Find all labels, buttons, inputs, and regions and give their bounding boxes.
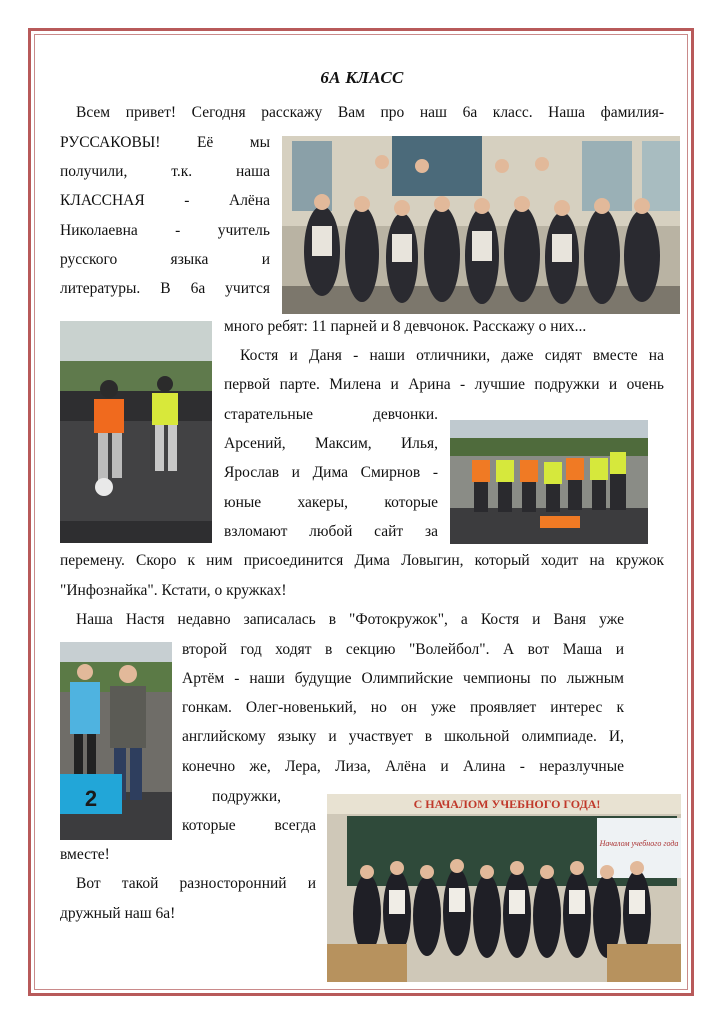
text-line: подружки, (212, 788, 281, 805)
banner-text: С НАЧАЛОМ УЧЕБНОГО ГОДА! (413, 797, 601, 811)
text-line: конечно же, Лера, Лиза, Алёна и Алина - неразлучные (182, 758, 624, 775)
podium-number: 2 (84, 786, 98, 811)
page-title: 6А КЛАСС (320, 68, 404, 87)
text-line: вместе! (60, 846, 110, 863)
text-line: Всем привет! Сегодня расскажу Вам про наш 6а класс. Наша фамилия- (76, 104, 664, 121)
text-line: юные хакеры, которые (224, 494, 438, 511)
text-line: получили, т.к. наша (60, 163, 270, 180)
text-line: Ярослав и Дима Смирнов - (224, 464, 438, 481)
text-line: "Инфознайка". Кстати, о кружках! (60, 582, 287, 599)
classroom-photo (327, 794, 681, 982)
vests-group-photo (450, 420, 648, 544)
text-line: много ребят: 11 парней и 8 девчонок. Расскажу о них... (224, 318, 587, 335)
text-line: которые всегда (182, 817, 316, 834)
text-line: Костя и Даня - наши отличники, даже сидят вместе на (240, 347, 664, 364)
text-line: первой парте. Милена и Арина - лучшие подружки и очень (224, 376, 664, 393)
text-line: Артём - наши будущие Олимпийские чемпионы по лыжным (182, 670, 624, 687)
text-line: литературы. В 6а учится (60, 280, 270, 297)
board-text: Началом учебного года (599, 839, 679, 848)
text-line: Арсений, Максим, Илья, (224, 435, 438, 452)
text-line: русского языка и (60, 251, 270, 268)
podium-photo (60, 642, 172, 840)
text-line: гонкам. Олег-новенький, но он уже проявляет интерес к (182, 699, 624, 716)
text-line: КЛАССНАЯ - Алёна (60, 192, 270, 209)
text-line: Вот такой разносторонний и (76, 875, 316, 892)
football-photo (60, 321, 212, 543)
text-line: английскому языку и участвует в школьной олимпиаде. И, (182, 728, 624, 745)
text-line: Наша Настя недавно записалась в "Фотокружок", а Костя и Ваня уже (76, 611, 624, 628)
text-line: перемену. Скоро к ним присоединится Дима Ловыгин, который ходит на кружок (60, 552, 664, 569)
text-line: дружный наш 6а! (60, 905, 176, 922)
text-line: второй год ходят в секцию "Волейбол". А вот Маша и (182, 641, 624, 658)
text-line: взломают любой сайт за (224, 523, 438, 540)
text-line: старательные девчонки. (224, 406, 438, 423)
text-line: РУССАКОВЫ! Её мы (60, 134, 270, 151)
class-group-photo (282, 136, 680, 314)
text-line: Николаевна - учитель (60, 222, 270, 239)
